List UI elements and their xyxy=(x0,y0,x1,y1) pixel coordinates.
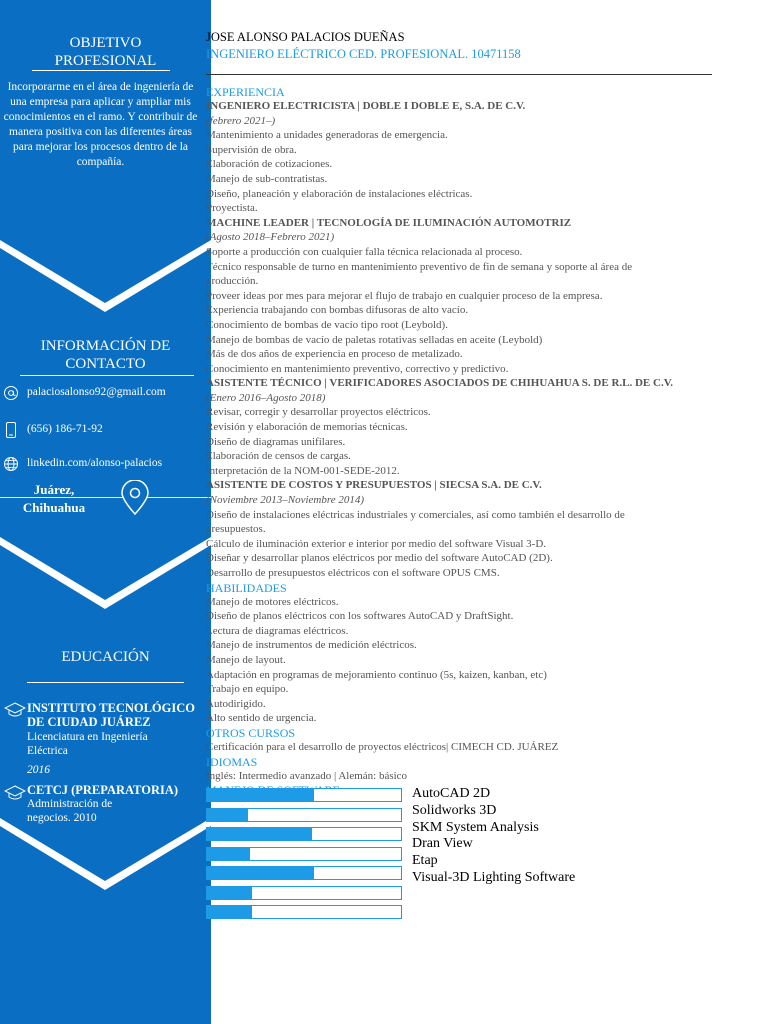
job-task: Cálculo de iluminación exterior e interior por medio del software Visual 3-D. xyxy=(206,537,547,550)
job-role: ASISTENTE DE COSTOS Y PRESUPUESTOS | SIECSA S.A. DE C.V. xyxy=(206,479,542,492)
software-bar xyxy=(206,847,402,861)
job-dates: (Noviembre 2013–Noviembre 2014) xyxy=(206,494,365,507)
job-task: Revisar, corregir y desarrollar proyectos eléctricos. xyxy=(206,406,431,419)
job-task: Desarrollo de presupuestos eléctricos con el software OPUS CMS. xyxy=(206,567,500,579)
contact-phone[interactable] xyxy=(0,420,211,440)
job-task: Conocimiento en mantenimiento preventivo, correctivo y predictivo. xyxy=(206,362,509,375)
objective-rule xyxy=(32,70,170,71)
education-title: EDUCACIÓN xyxy=(61,649,150,665)
at-sign-icon xyxy=(3,385,19,401)
experience-title: EXPERIENCIA xyxy=(206,85,285,99)
job-task: Diseño de diagramas unifilares. xyxy=(206,435,346,448)
skills-list xyxy=(206,595,676,726)
job-task: Soporte a producción con cualquier falla técnica relacionada al proceso. xyxy=(206,245,523,258)
software-bar-fill xyxy=(207,867,314,879)
job-role: INGENIERO ELECTRICISTA | DOBLE I DOBLE E, S.A. DE C.V. xyxy=(206,100,526,112)
software-bar-fill xyxy=(207,906,252,918)
experience-list xyxy=(206,99,676,581)
skill-item: Trabajo en equipo. xyxy=(206,683,289,696)
education-item-1 xyxy=(27,701,211,777)
edu1-degree: Licenciatura en Ingeniería Eléctrica xyxy=(27,731,148,757)
skill-item: Diseño de planos eléctricos con los softwares AutoCAD y DraftSight. xyxy=(206,610,514,623)
job-task: producción. xyxy=(206,275,259,288)
job-task: Manejo de bombas de vacío de paletas rotativas selladas en aceite (Leybold) xyxy=(206,333,543,346)
courses-list xyxy=(206,740,676,755)
phone-icon xyxy=(3,422,19,438)
edu1-year: 2016 xyxy=(27,764,50,776)
software-label: Solidworks 3D xyxy=(412,802,497,818)
software-bar xyxy=(206,827,402,841)
software-bar-fill xyxy=(207,887,252,899)
education-item-2 xyxy=(27,783,211,825)
globe-icon xyxy=(3,456,19,472)
languages-title: IDIOMAS xyxy=(206,754,258,769)
software-label: AutoCAD 2D xyxy=(412,786,491,801)
candidate-name: JOSE ALONSO PALACIOS DUEÑAS xyxy=(206,30,405,44)
skill-item: Lectura de diagramas eléctricos. xyxy=(206,624,349,637)
software-label: Dran View xyxy=(412,836,473,852)
edu2-degree: Administración de negocios. 2010 xyxy=(27,798,113,824)
course-item: Certificación para el desarrollo de proyectos eléctricos| CIMECH CD. JUÁREZ xyxy=(206,740,559,753)
job-task: Diseño de instalaciones eléctricas industriales y comerciales, así como también el desarrollo de xyxy=(206,508,625,521)
skills-title: HABILIDADES xyxy=(206,580,287,595)
objective-title: OBJETIVO PROFESIONAL xyxy=(54,35,157,69)
software-bar xyxy=(206,808,402,822)
skill-item: Manejo de motores eléctricos. xyxy=(206,595,339,608)
linkedin-text: linkedin.com/alonso-palacios xyxy=(27,457,163,469)
software-bar xyxy=(206,788,402,802)
location-pin-icon xyxy=(119,480,151,516)
sidebar xyxy=(0,0,211,1024)
job-task: Proyectista. xyxy=(206,202,258,215)
candidate-title: INGENIERO ELÉCTRICO CED. PROFESIONAL. 10471158 xyxy=(206,47,521,61)
header-rule xyxy=(206,74,712,75)
job-task: Conocimiento de bombas de vacío tipo root (Leybold). xyxy=(206,318,448,331)
email-text: palaciosalonso92@gmail.com xyxy=(27,386,166,398)
education-rule xyxy=(27,682,184,683)
software-bar xyxy=(206,886,402,900)
job-task: presupuestos. xyxy=(206,523,266,536)
job-task: Más de dos años de experiencia en proceso de metalizado. xyxy=(206,348,463,361)
contact-email[interactable] xyxy=(0,383,211,403)
job-role: MACHINE LEADER | TECNOLOGÍA DE ILUMINACIÓN AUTOMOTRIZ xyxy=(206,216,572,229)
job-dates: (Agosto 2018–Febrero 2021) xyxy=(206,231,335,244)
graduation-cap-icon xyxy=(4,784,26,802)
software-label: Visual-3D Lighting Software xyxy=(412,869,576,885)
software-bar xyxy=(206,866,402,880)
contact-title: INFORMACIÓN DE CONTACTO xyxy=(40,338,171,372)
software-labels xyxy=(412,786,575,887)
job-task: Diseñar y desarrollar planos eléctricos por medio del software AutoCAD (2D). xyxy=(206,552,553,565)
language-item: Inglés: Intermedio avanzado | Alemán: básico xyxy=(206,769,408,782)
software-label: Etap xyxy=(412,853,438,869)
courses-title: OTROS CURSOS xyxy=(206,725,296,740)
software-bar-fill xyxy=(207,789,314,801)
job-task: Manejo de sub-contratistas. xyxy=(206,172,328,185)
software-label: SKM System Analysis xyxy=(412,819,539,835)
software-bar xyxy=(206,905,402,919)
job-task: Técnico responsable de turno en mantenimiento preventivo de fin de semana y soporte al área de xyxy=(206,260,633,273)
job-task: Elaboración de censos de cargas. xyxy=(206,450,351,463)
job-task: Elaboración de cotizaciones. xyxy=(206,158,333,171)
job-task: Experiencia trabajando con bombas difusoras de alto vacío. xyxy=(206,304,469,317)
graduation-cap-icon xyxy=(4,701,26,719)
job-task: Interpretación de la NOM-001-SEDE-2012. xyxy=(206,464,400,477)
job-task: Mantenimiento a unidades generadoras de emergencia. xyxy=(206,129,448,142)
skill-item: Adaptación en programas de mejoramiento continuo (5s, kaizen, kanban, etc) xyxy=(206,668,547,681)
skill-item: Autodirigido. xyxy=(206,697,266,710)
main-content xyxy=(206,85,676,797)
software-bar-fill xyxy=(207,809,248,821)
job-task: Supervisión de obra. xyxy=(206,143,297,156)
software-bar-fill xyxy=(207,828,312,840)
job-task: Proveer ideas por mes para mejorar el flujo de trabajo en cualquier proceso de la empresa. xyxy=(206,289,603,302)
edu2-school: CETCJ (PREPARATORIA) xyxy=(27,783,179,797)
objective-text: Incorporarme en el área de ingeniería de una empresa para aplicar y ampliar mis conocimientos en el ramo. Y contribuir de manera positiva con las diferentes áreas para mejorar los procesos dentro de la compañía. xyxy=(3,81,198,168)
contact-rule xyxy=(20,375,194,376)
edu1-school: INSTITUTO TECNOLÓGICO DE CIUDAD JUÁREZ xyxy=(27,701,195,729)
job-dates: (Enero 2016–Agosto 2018) xyxy=(206,391,326,404)
job-role: ASISTENTE TÉCNICO | VERIFICADORES ASOCIADOS DE CHIHUAHUA S. DE R.L. DE C.V. xyxy=(206,377,673,390)
job-task: Revisión y elaboración de memorias técnicas. xyxy=(206,421,408,434)
job-dates: (febrero 2021–) xyxy=(206,114,276,127)
skill-item: Alto sentido de urgencia. xyxy=(206,712,317,725)
location-city: Juárez, Chihuahua xyxy=(22,482,86,515)
software-bar-fill xyxy=(207,848,250,860)
skill-item: Manejo de instrumentos de medición eléctricos. xyxy=(206,639,417,652)
languages-list xyxy=(206,769,676,784)
contact-linkedin[interactable] xyxy=(0,454,211,474)
phone-text: (656) 186-71-92 xyxy=(27,423,103,435)
job-task: Diseño, planeación y elaboración de instalaciones eléctricas. xyxy=(206,187,473,200)
skill-item: Manejo de layout. xyxy=(206,653,286,666)
